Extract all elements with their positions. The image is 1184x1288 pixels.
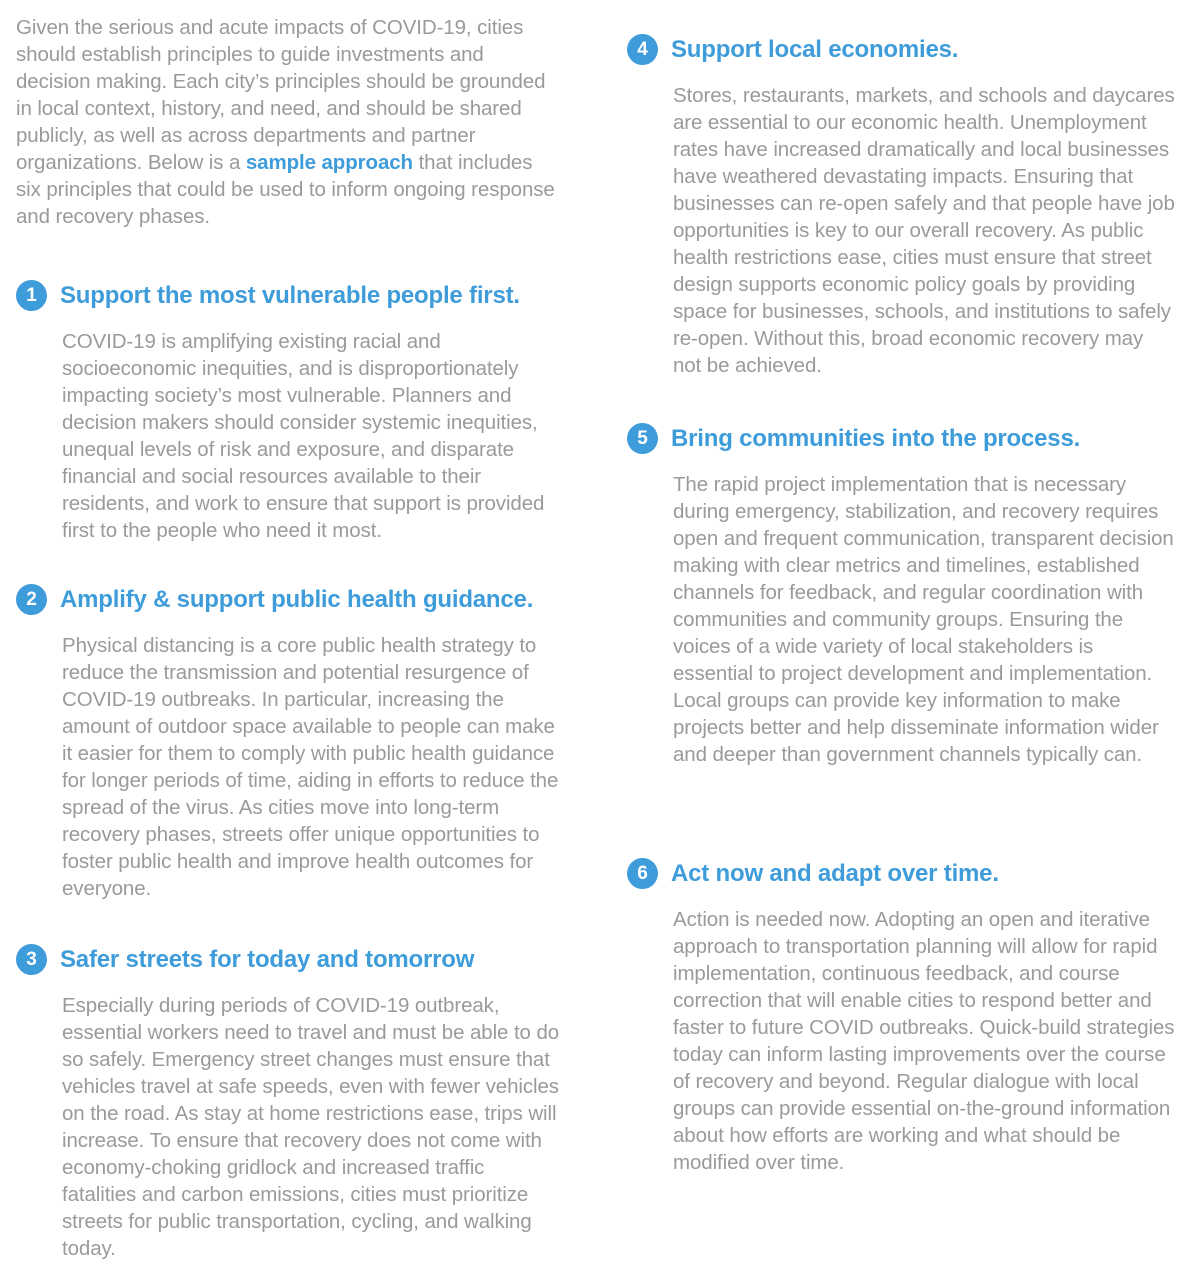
principle-3-body: Especially during periods of COVID-19 outbreak, essential workers need to travel and must be able to do so safely. Emergency street changes must ensure that vehicles travel at safe speeds, even with fewer vehicles on the road. As stay at home restrictions ease, trips will increase. To ensure that recovery does not come with economy-choking gridlock and increased traffic fatalities and carbon emissions, cities must prioritize streets for public transportation, cycling, and walking today. — [62, 994, 560, 1260]
principle-section-3 — [16, 944, 561, 1262]
right-column — [627, 14, 1176, 1288]
principle-4-number-badge: 4 — [627, 34, 658, 65]
principle-5-title: Bring communities into the process. — [671, 424, 1081, 452]
principle-6-number-badge: 6 — [627, 858, 658, 889]
principle-1-body: COVID-19 is amplifying existing racial and socioeconomic inequities, and is disproportionately impacting society’s most vulnerable. Planners and decision makers should consider systemic inequities, unequal levels of risk and exposure, and disparate financial and social resources available to their residents, and work to ensure that support is provided first to the people who need it most. — [62, 330, 545, 542]
principle-2-body: Physical distancing is a core public health strategy to reduce the transmission and potential resurgence of COVID-19 outbreaks. In particular, increasing the amount of outdoor space available to people can make it easier for them to comply with public health guidance for longer periods of time, aiding in efforts to reduce the spread of the virus. As cities move into long-term recovery phases, streets offer unique opportunities to foster public health and improve health outcomes for everyone. — [62, 634, 559, 900]
principle-4-body: Stores, restaurants, markets, and schools and daycares are essential to our economic health. Unemployment rates have increased dramatically and local businesses have weathered devastating impacts. Ensuring that businesses can re-open safely and that people have job opportunities is key to our overall recovery. As public health restrictions ease, cities must ensure that street design supports economic policy goals by providing space for businesses, schools, and institutions to safely re-open. Without this, broad economic recovery may not be achieved. — [673, 84, 1175, 377]
principle-1-number-badge: 1 — [16, 280, 47, 311]
intro-paragraph — [16, 14, 561, 230]
principle-4-header — [627, 34, 1176, 65]
principle-5-body: The rapid project implementation that is necessary during emergency, stabilization, and recovery requires open and frequent communication, transparent decision making with clear metrics and timelines, established channels for feedback, and regular coordination with communities and community groups. Ensuring the voices of a wide variety of local stakeholders is essential to project development and implementation. Local groups can provide key information to make projects better and help disseminate information wider and deeper than government channels typically can. — [673, 473, 1174, 766]
principle-6-header — [627, 858, 1176, 889]
principle-6-title: Act now and adapt over time. — [671, 859, 999, 887]
principle-5-number-badge: 5 — [627, 423, 658, 454]
principle-2-header — [16, 584, 561, 615]
principle-section-4 — [627, 34, 1176, 379]
left-column — [16, 14, 561, 1288]
principle-1-title: Support the most vulnerable people first. — [60, 281, 520, 309]
principle-section-5 — [627, 423, 1176, 768]
intro-text-after-link: that includes six principles that could be used to inform ongoing response and recovery phases. — [16, 151, 555, 228]
sample-approach-link[interactable]: sample approach — [245, 151, 413, 174]
principle-3-header — [16, 944, 561, 975]
principle-1-header — [16, 280, 561, 311]
principle-section-6 — [627, 858, 1176, 1176]
principle-2-number-badge: 2 — [16, 584, 47, 615]
principle-section-2 — [16, 584, 561, 902]
principle-3-number-badge: 3 — [16, 944, 47, 975]
principle-5-header — [627, 423, 1176, 454]
principle-6-body: Action is needed now. Adopting an open and iterative approach to transportation planning will allow for rapid implementation, continuous feedback, and course correction that will enable cities to respond better and faster to future COVID outbreaks. Quick-build strategies today can inform lasting improvements over the course of recovery and beyond. Regular dialogue with local groups can provide essential on-the-ground information about how efforts are working and what should be modified over time. — [673, 908, 1175, 1174]
intro-text-before-link: Given the serious and acute impacts of COVID-19, cities should establish principles to guide investments and decision making. Each city’s principles should be grounded in local context, history, and need, and should be shared publicly, as well as across departments and partner organizations. Below is a — [16, 16, 546, 174]
principle-2-title: Amplify & support public health guidance. — [60, 585, 534, 613]
principle-section-1 — [16, 280, 561, 544]
principle-4-title: Support local economies. — [671, 35, 959, 63]
principle-3-title: Safer streets for today and tomorrow — [60, 945, 475, 973]
